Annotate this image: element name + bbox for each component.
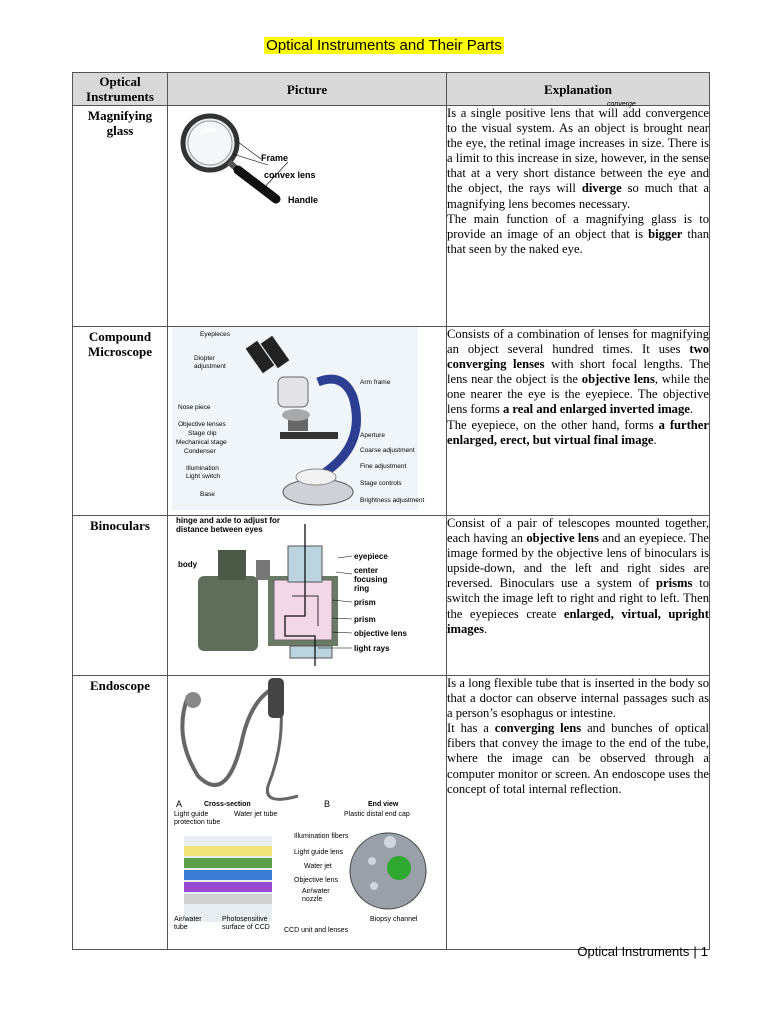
label: Air/water tube <box>174 916 202 931</box>
label: body <box>178 560 198 569</box>
label: Coarse adjustment <box>360 447 415 454</box>
label: Arm frame <box>360 379 391 386</box>
explanation-paragraph: Is a long flexible tube that is inserted in the body so that a doctor can observe internal passages such as a person’s esophagus or intestine. <box>447 676 709 721</box>
label: Illumination fibers <box>294 833 349 840</box>
label: Handle <box>288 195 319 205</box>
instrument-name: Magnifying glass <box>87 108 153 138</box>
label: Base <box>200 491 215 498</box>
header-instruments: Optical Instruments <box>73 73 168 106</box>
label: Cross-section <box>204 801 251 808</box>
explanation-paragraph: It has a converging lens and bunches of optical fibers that convey the image to the end of the tube, where the image can be observed through a computer monitor or screen. An endoscope uses the concept of total internal reflection. <box>447 721 710 796</box>
label: Objective lens <box>294 877 338 884</box>
magnifying-glass-illustration <box>168 106 447 321</box>
instruments-table <box>72 72 710 950</box>
table-row <box>73 516 710 676</box>
emphasis: a further enlarged, erect, but virtual final image <box>447 417 709 447</box>
label: objective lens <box>354 629 407 638</box>
emphasis: bigger <box>648 226 683 241</box>
emphasis: objective lens <box>526 531 599 546</box>
label: CCD unit and lenses <box>284 927 349 934</box>
emphasis: objective lens <box>581 372 655 387</box>
emphasis: diverge <box>581 181 622 196</box>
explanation-paragraph: Consists of a combination of lenses for magnifying an object several hundred times. It uses two converging lenses with short focal lengths. The lens near the object is the objective lens, while the one nearer the eye is the eyepiece. The objective lens forms a real and enlarged inverted image. <box>447 327 709 417</box>
label: Aperture <box>360 432 385 439</box>
explanation-paragraph: Is a single positive lens that will add convergence to the visual system. As an object is brought near the eye, the retinal image increases in size. There is a limit to this increase in size, however, in the sense that at a very short distance between the eye and the object, the rays will diverge so much that a magnifying lens becomes necessary. <box>447 106 709 211</box>
header-picture: Picture <box>168 73 447 106</box>
emphasis: a real and enlarged inverted image <box>502 402 690 417</box>
label: Photosensitive surface of CCD <box>222 916 270 931</box>
binocular-labels <box>168 516 447 670</box>
label: Stage controls <box>360 480 402 487</box>
instrument-name: Binoculars <box>90 518 150 533</box>
instrument-name: Endoscope <box>90 678 150 693</box>
label: End view <box>368 801 399 808</box>
label: Mechanical stage <box>176 439 227 446</box>
label: Light switch <box>186 473 220 480</box>
label: Fine adjustment <box>360 463 407 470</box>
label: Nose piece <box>178 404 211 411</box>
label: Plastic distal end cap <box>344 811 410 818</box>
label: Brightness adjustment <box>360 497 425 504</box>
explanation <box>447 101 710 327</box>
page-title <box>0 37 768 55</box>
label: Objective lenses <box>178 421 226 428</box>
page-number: 1 <box>700 944 708 959</box>
endoscope-labels <box>168 676 447 944</box>
footer-separator: | <box>693 944 697 959</box>
emphasis: enlarged, virtual, upright images <box>447 606 710 636</box>
label: Light guide lens <box>294 849 344 856</box>
label: eyepiece <box>354 552 388 561</box>
explanation <box>447 327 710 516</box>
footer-text: Optical Instruments <box>577 944 690 959</box>
instrument-name: Compound Microscope <box>87 329 153 359</box>
header-explanation: Explanation <box>447 73 710 106</box>
label: Eyepieces <box>200 331 230 338</box>
label: Diopter adjustment <box>194 355 226 370</box>
label: Biopsy channel <box>370 916 418 923</box>
label: prism <box>354 615 376 624</box>
label: hinge and axle to adjust for distance between eyes <box>176 516 281 534</box>
label: B <box>324 799 331 809</box>
label: Condenser <box>184 448 216 455</box>
label: convex lens <box>264 170 316 180</box>
page-footer <box>577 944 708 959</box>
label: Light guide protection tube <box>174 811 221 826</box>
emphasis: prisms <box>656 576 693 591</box>
explanation <box>447 516 710 676</box>
explanation-paragraph: The eyepiece, on the other hand, forms a further enlarged, erect, but virtual final image. <box>447 417 709 447</box>
explanation <box>447 676 710 950</box>
table-row <box>73 327 710 516</box>
label: Water jet tube <box>234 811 278 818</box>
label: center focusing ring <box>354 566 388 593</box>
label: Water jet <box>304 863 332 870</box>
label: prism <box>354 598 376 607</box>
emphasis: converging lens <box>494 721 582 736</box>
title-text: Optical Instruments and Their Parts <box>266 37 502 54</box>
annotation: converge <box>607 101 636 108</box>
explanation-paragraph: Consist of a pair of telescopes mounted together, each having an objective lens and an eyepiece. The image formed by the objective lens of binoculars is upside-down, and the left and right sides are reversed. Binoculars use a system of prisms to switch the image left to right and right to left. Then the eyepieces create enlarged, virtual, upright images. <box>447 516 710 636</box>
label: Illumination <box>186 465 219 472</box>
label: Stage clip <box>188 430 217 437</box>
label: Frame <box>261 153 289 163</box>
emphasis: two converging lenses <box>447 342 709 372</box>
table-row <box>73 106 710 327</box>
label: Air/water nozzle <box>302 888 330 903</box>
table-row <box>73 676 710 950</box>
label: light rays <box>354 644 390 653</box>
explanation-paragraph: The main function of a magnifying glass is to provide an image of an object that is bigger than that seen by the naked eye. <box>447 211 709 256</box>
label: A <box>176 799 183 809</box>
